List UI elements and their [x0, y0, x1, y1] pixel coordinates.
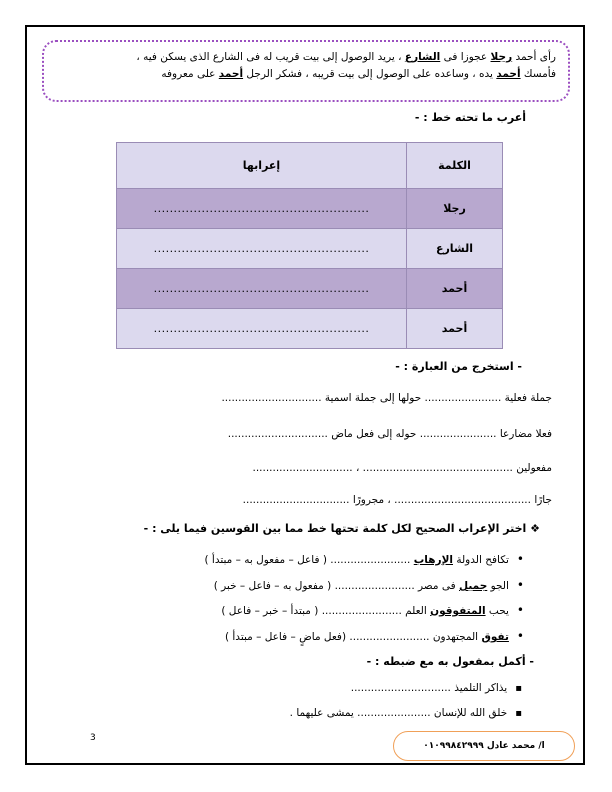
table-row [117, 309, 503, 349]
author-signature: ا/ محمد عادل ٠١٠٩٩٨٤٢٩٩٩ [393, 731, 575, 761]
irab-table [116, 142, 503, 349]
table-header-row [117, 143, 503, 189]
row-answer-blank[interactable]: ...................................................... [117, 189, 407, 229]
col-irab-header: إعرابها [117, 143, 407, 189]
q2-item[interactable]: جارًا ......................................... ، مجرورًا ................................ [242, 494, 552, 506]
q4-title: - أكمل بمفعول به مع ضبطه : - [366, 655, 534, 668]
q3-text: يحب [485, 605, 509, 617]
underlined-word: أحمد [218, 68, 244, 80]
q3-text: المجتهدون ........................ (فعل ماضٍ – فاعل – مبتدأ ) [224, 631, 482, 643]
q3-text: الجو [487, 580, 509, 592]
row-word: الشارع [407, 229, 503, 269]
q3-text: ........................ ( فاعل – مفعول به – مبتدأ ) [204, 554, 414, 566]
passage-line-1 [56, 49, 556, 66]
q3-item[interactable] [204, 552, 524, 566]
underlined-word: الشارع [404, 51, 441, 63]
underlined-word: أحمد [496, 68, 521, 80]
q2-item[interactable]: جملة فعلية ....................... حولها إلى جملة اسمية .............................. [221, 392, 552, 404]
q1-title: أعرب ما تحته خط : - [414, 111, 526, 124]
passage-text: عجوزا فى [440, 51, 491, 63]
q3-text: العلم ........................ ( مبتدأ – خبر – فاعل ) [221, 605, 431, 617]
q2-title: - استخرج من العبارة : - [395, 360, 522, 373]
page-number: 3 [90, 733, 96, 743]
reading-passage [42, 40, 570, 102]
table-row [117, 269, 503, 309]
underlined-word: رجلا [490, 51, 513, 63]
underlined-word: جميل [459, 580, 488, 592]
row-answer-blank[interactable]: ...................................................... [117, 269, 407, 309]
q3-item[interactable] [225, 629, 524, 643]
row-word: رجلا [407, 189, 503, 229]
table-row [117, 189, 503, 229]
table-row [117, 229, 503, 269]
underlined-word: الإرهاب [413, 554, 453, 566]
row-answer-blank[interactable]: ...................................................... [117, 309, 407, 349]
q4-item[interactable]: ▪ خلق الله للإنسان ...................... يمشى عليهما . [290, 707, 522, 719]
passage-line-2 [56, 66, 556, 83]
underlined-word: المتفوقون [430, 605, 486, 617]
passage-text: رأى أحمد [512, 51, 556, 63]
passage-text: على معروفه [161, 68, 219, 80]
row-answer-blank[interactable]: ...................................................... [117, 229, 407, 269]
q2-item[interactable]: فعلا مضارعا ....................... حوله إلى فعل ماض .............................. [227, 428, 552, 440]
q3-item[interactable] [221, 603, 524, 617]
passage-text: فأمسك [520, 68, 556, 80]
q3-item[interactable] [214, 578, 524, 592]
col-word-header: الكلمة [407, 143, 503, 189]
passage-text: يده ، وساعده على الوصول إلى بيت قريبه ، فشكر الرجل [243, 68, 497, 80]
row-word: أحمد [407, 309, 503, 349]
q4-item[interactable]: ▪ يذاكر التلميذ .............................. [351, 682, 522, 694]
passage-text: ، يريد الوصول إلى بيت قريب له فى الشارع الذى يسكن فيه ، [136, 51, 405, 63]
q3-text: تكافح الدولة [453, 554, 509, 566]
q3-title: ❖ اختر الإعراب الصحيح لكل كلمة تحتها خط مما بين القوسين فيما يلى : - [143, 522, 540, 535]
q3-text: فى مصر ........................ ( مفعول به – فاعل – خبر ) [213, 580, 459, 592]
underlined-word: تفوق [481, 631, 509, 643]
row-word: أحمد [407, 269, 503, 309]
q2-item[interactable]: مفعولين ............................................. ، .............................. [252, 462, 552, 474]
